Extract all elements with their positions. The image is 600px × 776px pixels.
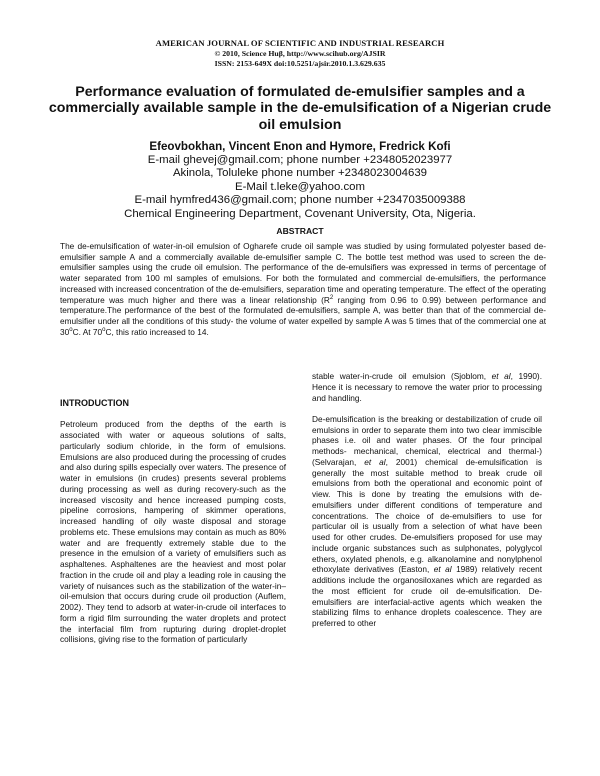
left-column [60,398,286,656]
abstract-part: The de-emulsification of water-in-oil emulsion of Ogharefe crude oil sample was studied by using formulated polyester based de-emulsifier sample A and a commercially available de-emulsifier sample C. The bottle test method was used to screen the de-emulsifier samples using the crude oil emulsion. The performance of the de-emulsifiers was expressed in terms of percentage of water separated from 100 ml samples of emulsions. For both the formulated and commercial de-emulsifiers, the performance increased with increased concentration of the de-emulsifiers, separation time and operating temperature. The effect of the operating temperature was much higher and there was a linear relationship (R [60,241,546,305]
journal-header [0,38,600,70]
superscript: o [102,326,106,333]
abstract-part: C. At 70 [72,326,103,337]
abstract-heading: ABSTRACT [276,226,324,236]
intro-paragraph [312,414,542,629]
author-line: E-Mail t.leke@yahoo.com [235,180,365,193]
author-line: E-mail hymfred436@gmail.com; phone number +2347035009388 [134,194,466,207]
journal-name: AMERICAN JOURNAL OF SCIENTIFIC AND INDUSTRIAL RESEARCH [155,38,445,48]
author-line: Akinola, Toluleke phone number +2348023004639 [172,167,428,180]
introduction-heading: INTRODUCTION [60,398,129,408]
superscript: o [69,326,73,333]
journal-copyright: © 2010, Science Huβ, http://www.scihub.org/AJSIR [214,48,386,58]
author-affiliation: Chemical Engineering Department, Covenant University, Ota, Nigeria. [124,207,476,220]
text-run: 1989) relatively recent additions include the organosiloxanes which are regarded as the most efficient for crude oil de-emulsification. De-emulsifiers are interfacial-active agents which weaken the stabilizing films to enhance droplets coalescence. They are preferred to other [312,564,543,628]
author-names: Efeovbokhan, Vincent Enon and Hymore, Fredrick Kofi [149,140,451,153]
abstract-part: C, this ratio increased to 14. [105,326,209,337]
intro-paragraph [312,371,542,403]
text-run: De-emulsification is the breaking or destabilization of crude oil emulsions in order to separate them into two clear immiscible phases i.e. oil and water phases. Of the four principal methods- mechanical, chemical, electrical and thermal-) (Selvarajan, [312,413,542,467]
text-run-italic: et al [364,456,386,467]
intro-paragraph: Petroleum produced from the depths of the earth is associated with water or aqueous solutions of salts, particularly sodium chloride, in the form of emulsions. Emulsions are also produced during the processing of crudes and also during spills especially over waters. The presence of water in emulsions (in crudes) presents several problems during processing as well as during recovery-such as the increased viscosity and hence increased pumping costs, pipeline corrosions, hampering of skimmer operations, increased handling of oily waste disposal and storage problems etc. These emulsions may contain as much as 80% water and are frequently extremely stable due to the presence in the emulsion of a variety of emulsifiers such as asphaltenes. Asphaltenes are the heaviest and most polar fraction in the crude oil and play a leading role in causing the variety of nuisances such as the stabilization of the water-in–oil-emulsion that occurs during crude oil production (Auflem, 2002). They tend to adsorb at water-in-crude oil interfaces to form a rigid film surrounding the water droplets and protect the interfacial film from rupturing during droplet-droplet collisions, giving rise to the formation of particularly [60,419,286,645]
author-line: E-mail ghevej@gmail.com; phone number +2348052023977 [147,153,453,166]
text-run-italic: et al [433,564,452,575]
abstract-text [60,241,546,337]
abstract-part: ranging from 0.96 to 0.99) between performance and temperature.The performance of the best of the formulated de-emulsifiers, sample A, was better than that of the commercial de-emulsifier under all the conditions of this study- the volume of water expelled by sample A was 5 times that of the commercial one at 30 [60,294,546,337]
text-run-italic: et al [491,371,511,381]
text-run: , 2001) chemical de-emulsification is generally the most suitable method to break crude oil emulsions from both the operational and economic point of view. This is done by treating the emulsions with de-emulsifiers under different conditions of temperature and concentrations. The choice of de-emulsifiers to use for particular oil is usually from a selection of what have been used for other crudes. De-emulsifiers proposed for use may include organic substances such as sulphonates, polyglycol ethers, oxylated phenols, e.g. alkanolamine and nonylphenol ethoxylate derivatives (Easton, [312,456,543,575]
superscript: 2 [329,294,334,301]
paper-title: Performance evaluation of formulated de-emulsifier samples and a commercially available sample in the de-emulsification of a Nigerian crude oil emulsion [48,84,552,133]
journal-issn: ISSN: 2153-649X doi:10.5251/ajsir.2010.1.3.629.635 [214,59,386,69]
text-run: stable water-in-crude oil emulsion (Sjoblom, [312,371,492,381]
text-run: , 1990). Hence it is necessary to remove the water prior to processing and handling. [312,371,543,403]
right-column [312,371,542,639]
author-block [60,140,540,222]
